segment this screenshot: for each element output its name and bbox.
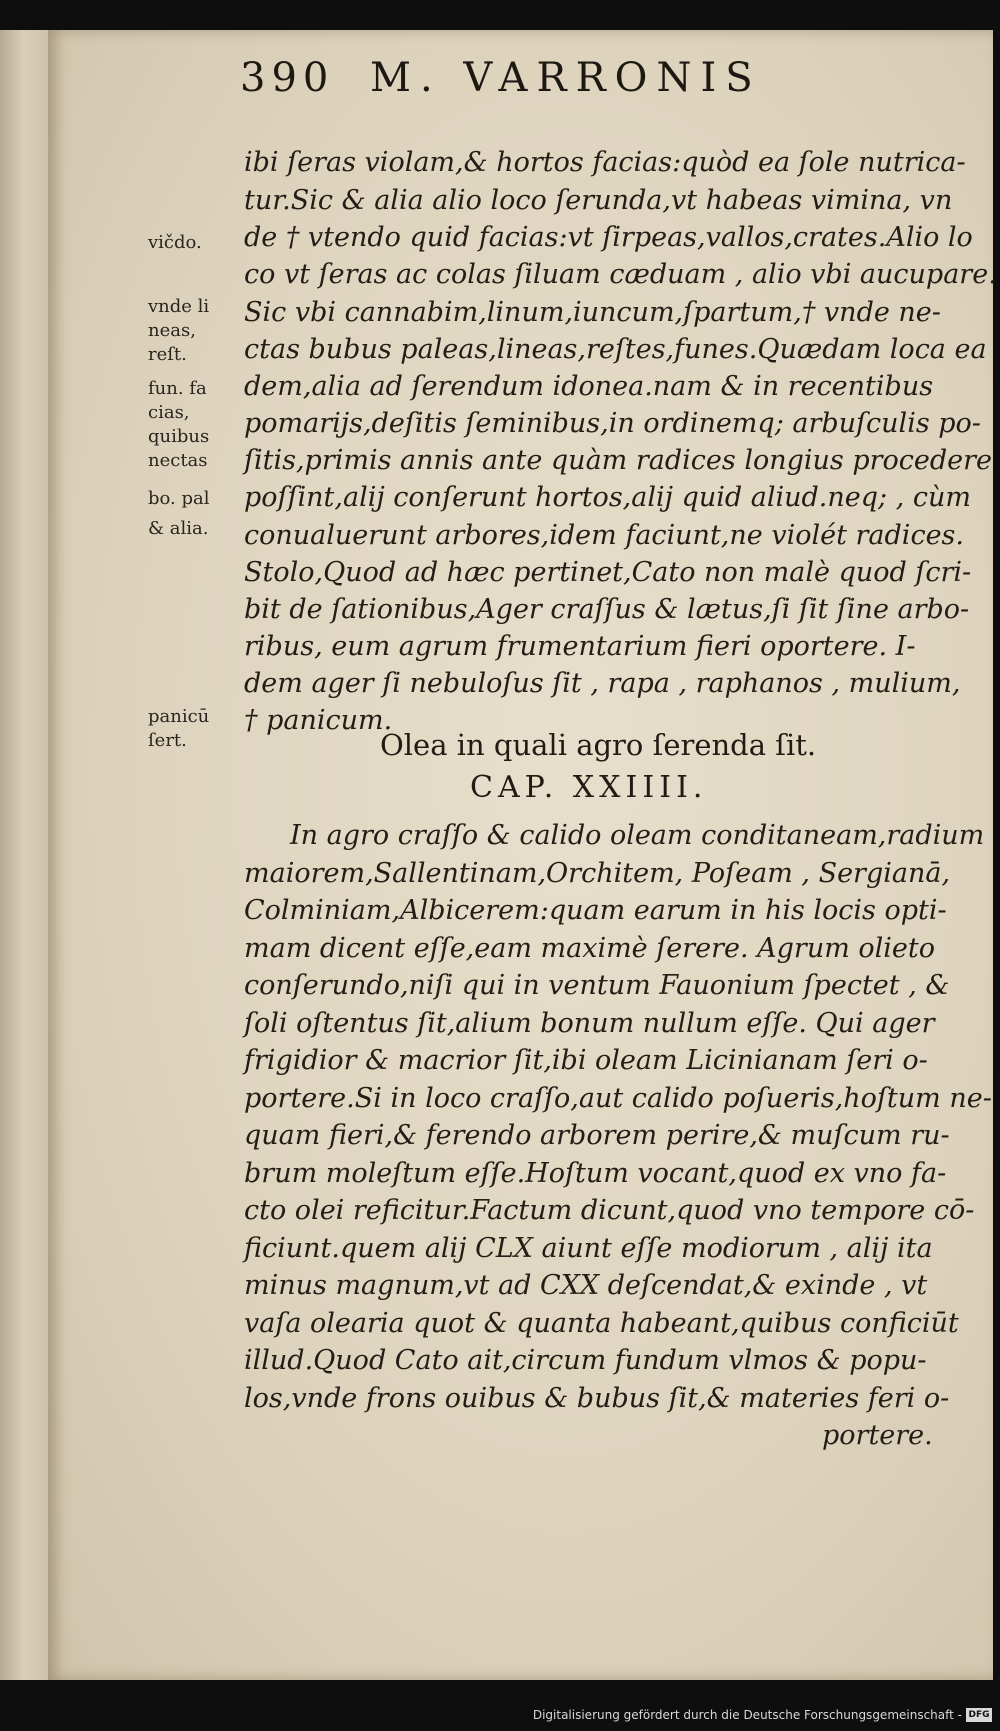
margin-note: reſt. [148,344,187,365]
margin-note: panicū [148,706,210,727]
text-line: ſoli oſtentus ſit,alium bonum nullum eſſe. Qui ager [244,1008,935,1039]
text-line: conſerundo,niſi qui in ventum Fauonium ſpectet , & [244,970,950,1001]
text-line: In agro craſſo & calido oleam conditaneam,radium [290,820,985,851]
text-line: poſſint,alij conſerunt hortos,alij quid aliud.neq; , cùm [244,482,971,513]
margin-note: quibus [148,426,210,447]
text-line: de † vtendo quid facias:vt ſirpeas,vallos,crates.Alio lo [244,222,973,253]
text-line: bit de ſationibus,Ager craſſus & lætus,ſi ſit ſine arbo- [244,594,970,625]
text-line: Stolo,Quod ad hæc pertinet,Cato non malè quod ſcri- [244,557,972,588]
page-header [240,55,860,115]
text-line: maiorem,Sallentinam,Orchitem, Poſeam , Sergianā, [244,858,951,889]
text-line: vaſa olearia quot & quanta habeant,quibus conficiūt [244,1308,959,1339]
text-line: los,vnde frons ouibus & bubus ſit,& materies feri o- [244,1383,950,1414]
dfg-logo: DFG [966,1708,992,1722]
text-line: portere.Si in loco craſſo,aut calido poſueris,hoſtum ne- [244,1083,992,1114]
text-line: † panicum. [244,705,393,736]
margin-note: fun. fa [148,378,207,399]
footer-credit: Digitalisierung gefördert durch die Deutsche Forschungsgemeinschaft - [532,1708,962,1722]
running-title: M. VARRONIS [370,55,762,101]
text-line: pomarijs,deſitis ſeminibus,in ordinemq; arbuſculis po- [244,408,981,439]
text-line: ficiunt.quem alij CLX aiunt eſſe modiorum , alij ita [244,1233,933,1264]
text-line: ſitis,primis annis ante quàm radices longius procedere [244,445,993,476]
text-line: frigidior & macrior ſit,ibi oleam Licinianam ſeri o- [244,1045,928,1076]
text-line: tur.Sic & alia alio loco ſerunda,vt habeas vimina, vn [244,185,953,216]
margin-note: bo. pal [148,488,210,509]
section-title: Olea in quali agro ſerenda ſit. [380,728,817,762]
text-line: Colminiam,Albicerem:quam earum in his locis opti- [244,895,947,926]
margin-note: cias, [148,402,190,423]
margin-note: vičdo. [148,232,202,253]
text-line: ribus, eum agrum frumentarium fieri oportere. I- [244,631,916,662]
text-line: cto olei reficitur.Factum dicunt,quod vno tempore cō- [244,1195,975,1226]
text-line: minus magnum,vt ad CXX deſcendat,& exinde , vt [244,1270,928,1301]
text-line: ctas bubus paleas,lineas,reſtes,funes.Quædam loca ea [244,334,987,365]
margin-note: neas, [148,320,196,341]
chapter-heading: CAP. XXIIII. [470,770,708,805]
text-line: conualuerunt arbores,idem faciunt,ne violét radices. [244,520,964,551]
margin-note: nectas [148,450,208,471]
text-line: mam dicent eſſe,eam maximè ſerere. Agrum olieto [244,933,936,964]
text-line: brum moleſtum eſſe.Hoſtum vocant,quod ex vno fa- [244,1158,947,1189]
text-line: illud.Quod Cato ait,circum fundum vlmos & popu- [244,1345,927,1376]
margin-note: vnde li [148,296,210,317]
text-line: dem,alia ad ſerendum idonea.nam & in recentibus [244,371,934,402]
text-line: dem ager ſi nebuloſus ſit , rapa , raphanos , mulium, [244,668,961,699]
margin-note: & alia. [148,518,209,539]
text-line: Sic vbi cannabim,linum,iuncum,ſpartum,† vnde ne- [244,297,941,328]
text-line: quam fieri,& ferendo arborem perire,& muſcum ru- [244,1120,950,1151]
footer-bar [0,1700,1000,1731]
page-number: 390 [240,55,335,101]
text-line: co vt ſeras ac colas ſiluam cæduam , alio vbi aucupare. [244,259,997,290]
margin-note: ſert. [148,730,187,751]
text-line: portere. [822,1420,933,1451]
text-line: ibi ſeras violam,& hortos facias:quòd ea ſole nutrica- [244,147,966,178]
